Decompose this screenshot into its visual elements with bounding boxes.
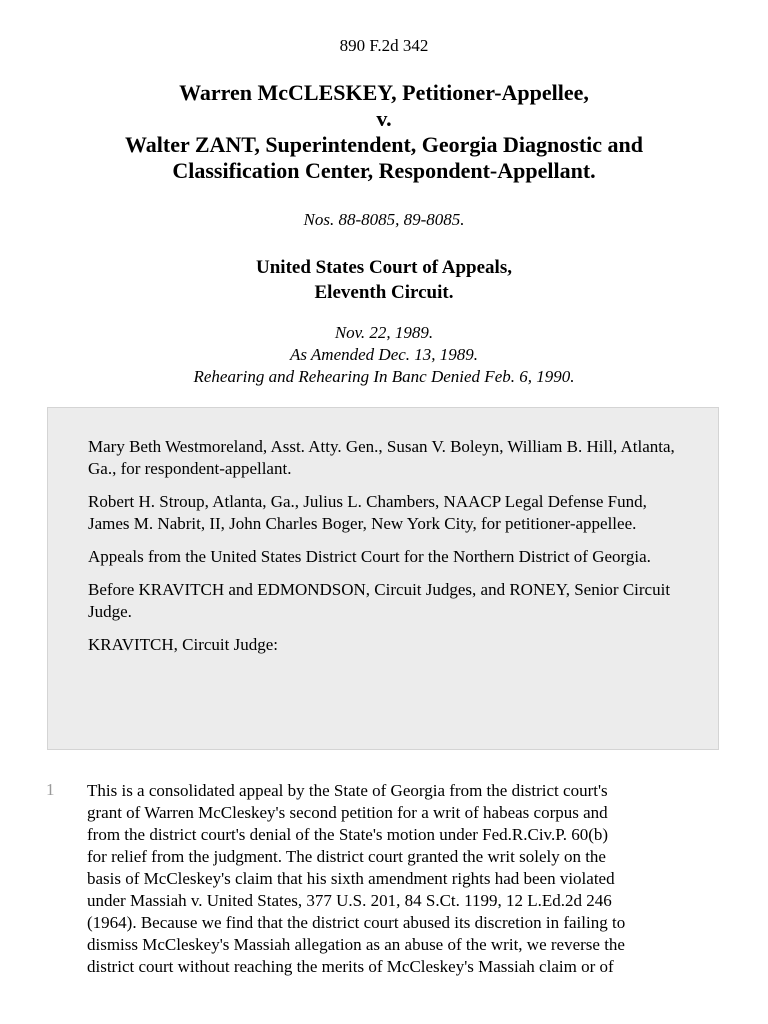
- docket-numbers: Nos. 88-8085, 89-8085.: [303, 210, 465, 229]
- paragraph-line: grant of Warren McCleskey's second petition for a writ of habeas corpus and: [87, 803, 608, 822]
- opinion-paragraph: [87, 780, 727, 978]
- paragraph-line: dismiss McCleskey's Massiah allegation as an abuse of the writ, we reverse the: [87, 935, 625, 954]
- court-name: [0, 255, 768, 305]
- circuit-line: Eleventh Circuit.: [314, 282, 454, 303]
- paragraph-line: basis of McCleskey's claim that his sixth amendment rights had been violated: [87, 869, 615, 888]
- rehearing-date: Rehearing and Rehearing In Banc Denied Feb. 6, 1990.: [193, 367, 575, 386]
- decision-dates: [0, 322, 768, 388]
- title-line-respondent: Walter ZANT, Superintendent, Georgia Diagnostic and: [124, 132, 644, 157]
- amended-date: As Amended Dec. 13, 1989.: [289, 345, 479, 364]
- case-citation: 890 F.2d 342: [339, 36, 429, 55]
- counsel-panel: [47, 407, 719, 750]
- decided-date: Nov. 22, 1989.: [334, 323, 434, 342]
- title-line-respondent-cont: Classification Center, Respondent-Appellant.: [172, 158, 596, 183]
- paragraph-line: under Massiah v. United States, 377 U.S. 201, 84 S.Ct. 1199, 12 L.Ed.2d 246: [87, 891, 612, 910]
- paragraph-line: This is a consolidated appeal by the State of Georgia from the district court's: [87, 781, 608, 800]
- court-line: United States Court of Appeals,: [256, 257, 512, 278]
- paragraph-line: district court without reaching the merits of McCleskey's Massiah claim or of: [87, 957, 614, 976]
- title-line-petitioner: Warren McCLESKEY, Petitioner-Appellee,: [179, 80, 589, 105]
- appeal-origin: Appeals from the United States District Court for the Northern District of Georgia.: [88, 547, 651, 566]
- case-title: [40, 80, 728, 184]
- paragraph-number: 1: [46, 780, 55, 799]
- opinion-author: KRAVITCH, Circuit Judge:: [88, 635, 278, 654]
- counsel-respondent: Mary Beth Westmoreland, Asst. Atty. Gen., Susan V. Boleyn, William B. Hill, Atlanta, Ga., for respondent-appellant.: [88, 437, 675, 478]
- panel-judges: Before KRAVITCH and EDMONDSON, Circuit Judges, and RONEY, Senior Circuit Judge.: [88, 580, 671, 621]
- counsel-petitioner: Robert H. Stroup, Atlanta, Ga., Julius L. Chambers, NAACP Legal Defense Fund, James M. Nabrit, II, John Charles Boger, New York City, for petitioner-appellee.: [88, 492, 647, 533]
- paragraph-line: from the district court's denial of the State's motion under Fed.R.Civ.P. 60(b): [87, 825, 609, 844]
- paragraph-line: (1964). Because we find that the district court abused its discretion in failing to: [87, 913, 626, 932]
- paragraph-line: for relief from the judgment. The district court granted the writ solely on the: [87, 847, 606, 866]
- title-line-versus: v.: [376, 106, 392, 131]
